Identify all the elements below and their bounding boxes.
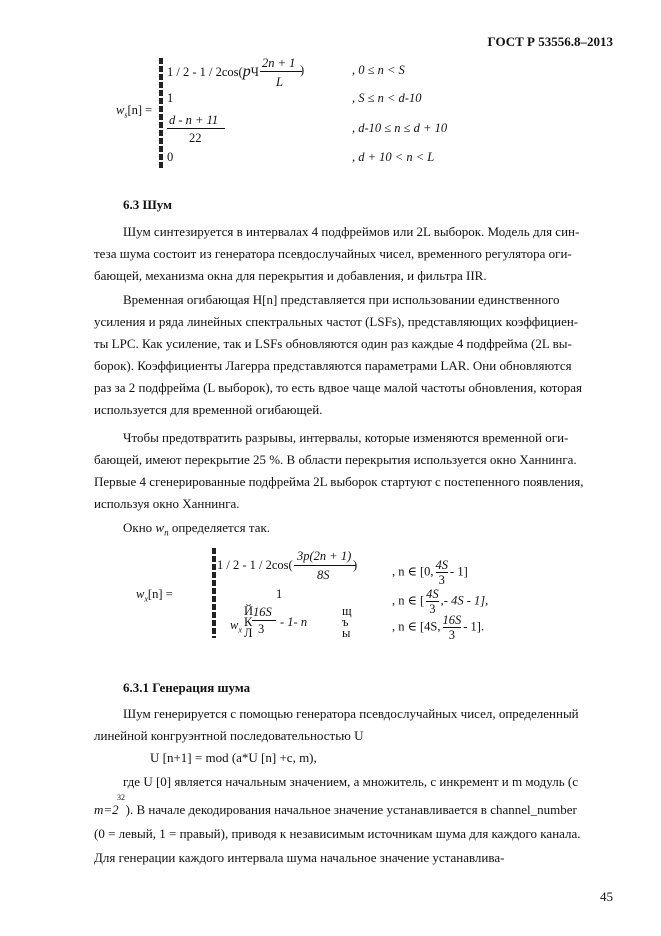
exponent: 32 — [117, 793, 125, 802]
formula2-case1-cond: , n ∈ [0, $\frac{4S}{3}$ - 1] — [392, 558, 468, 587]
formula2-lhs: $w_x[n]$ = — [136, 587, 173, 604]
formula2-brace — [212, 548, 216, 638]
formula2-case1-fraction-bar — [294, 565, 356, 566]
formula1-case1-cond: , 0 ≤ n < S — [352, 63, 405, 77]
formula1-case1-fraction-bar — [260, 71, 302, 72]
formula1-case1-num: 2n + 1 — [262, 56, 296, 70]
formula2-case3-cond: , n ∈ [4S, $\frac{16S}{3}$ - 1]. — [392, 613, 485, 642]
paragraph-line: используется для временной огибающей. — [94, 402, 323, 417]
formula1-brace — [159, 58, 163, 170]
paragraph-line: линейной конгруэнтной последовательностью U — [94, 728, 364, 743]
formula1-case1-den: L — [276, 75, 283, 89]
formula2-case2-expr: 1 — [276, 587, 283, 601]
formula1-case3-den: 22 — [189, 131, 202, 145]
paragraph-line: усиления и ряда линейных спектральных частот (LSFs), представляющих коэффициен- — [94, 314, 579, 329]
formula1-case2-cond: , S ≤ n < d-10 — [352, 91, 422, 105]
paragraph-line: борок). Коэффициенты Лагерра представляются параметрами LAR. Они обновляются — [94, 358, 572, 373]
lcg-formula: U [n+1] = mod (a*U [n] +c, m), — [150, 750, 317, 765]
paragraph-line: бающей, механизма окна для перекрытия и добавления, и фильтра IIR. — [94, 268, 487, 283]
formula2-case3-fraction-bar — [252, 620, 276, 621]
formula1-case3-num: d - n + 11 — [169, 113, 219, 127]
formula2-case3-left-bracket: Й К Л — [244, 604, 254, 640]
paragraph-line: Временная огибающая H[n] представляется при использовании единственного — [123, 292, 560, 307]
section-6-3-heading: 6.3 Шум — [123, 197, 172, 212]
formula2-case3-right-bracket: щ ъ ы — [342, 604, 352, 640]
formula2-case3-w: $w_x$ — [230, 618, 242, 635]
section-6-3-1-heading: 6.3.1 Генерация шума — [123, 680, 251, 695]
paragraph-line: Чтобы предотвратить разрывы, интервалы, которые изменяются временной оги- — [123, 430, 569, 445]
formula2-case2-cond: , n ∈ [ $\frac{4S}{3}$ ,- 4S - 1], — [392, 587, 489, 616]
formula2-case1-num: 3p(2n + 1) — [297, 549, 352, 563]
formula1-case1-close: ) — [300, 63, 305, 77]
paragraph-line: (0 = левый, 1 = правый), приводя к независимым источникам шума для каждого канала. — [94, 826, 581, 841]
formula1-case2-expr: 1 — [167, 91, 174, 105]
formula2-case1-close: ) — [353, 558, 358, 572]
paragraph-line: Шум генерируется с помощью генератора псевдослучайных чисел, определенный — [123, 706, 579, 721]
paragraph-line: ты LPC. Как усиление, так и LSFs обновляются один раз каждые 4 подфрейма (2L вы- — [94, 336, 572, 351]
formula1-case4-expr: 0 — [167, 150, 174, 164]
paragraph-line: используя окно Ханнинга. — [94, 496, 240, 511]
paragraph-line: раз за 2 подфрейма (L выборок), то есть вдвое чаще малой частоты обновления, которая — [94, 380, 582, 395]
formula2-case1-expr: 1 / 2 - 1 / 2cos( — [217, 558, 293, 572]
paragraph-line: Для генерации каждого интервала шума начальное значение устанавлива- — [94, 850, 505, 865]
formula1-case4-cond: , d + 10 < n < L — [352, 150, 435, 164]
formula1-case3-fraction-bar — [167, 128, 225, 129]
formula1-case1-expr: 1 / 2 - 1 / 2cos(pЧ — [167, 63, 259, 80]
formula2-case3-den: 3 — [258, 622, 265, 636]
formula1-case3-cond: , d-10 ≤ n ≤ d + 10 — [352, 121, 448, 135]
paragraph-line: Первые 4 сгенерированные подфрейма 2L выборок стартуют с постепенного появления, — [94, 474, 584, 489]
paragraph-line: Шум синтезируется в интервалах 4 подфреймов или 2L выборок. Модель для син- — [123, 224, 580, 239]
document-header: ГОСТ Р 53556.8–2013 — [487, 34, 613, 49]
formula2-case3-mid: - 1- n — [280, 615, 308, 629]
paragraph-line: бающей, имеют перекрытие 25 %. В области перекрытия используется окно Ханнинга. — [94, 452, 577, 467]
page-number: 45 — [600, 889, 613, 904]
paragraph-line: теза шума состоит из генератора псевдослучайных чисел, временного регулятора оги- — [94, 246, 572, 261]
paragraph-line: m=2 ). В начале декодирования начальное значение устанавливается в channel_number — [94, 802, 577, 817]
paragraph-line: где U [0] является начальным значением, a множитель, c инкремент и m модуль (с — [123, 774, 578, 789]
formula1-lhs: $w_s[n]$ = — [116, 103, 153, 120]
formula2-case3-num: 16S — [253, 605, 272, 619]
formula2-case1-den: 8S — [317, 568, 330, 582]
section-6-3-paragraph-4: Окно $w_n$ определяется так. — [123, 520, 271, 538]
